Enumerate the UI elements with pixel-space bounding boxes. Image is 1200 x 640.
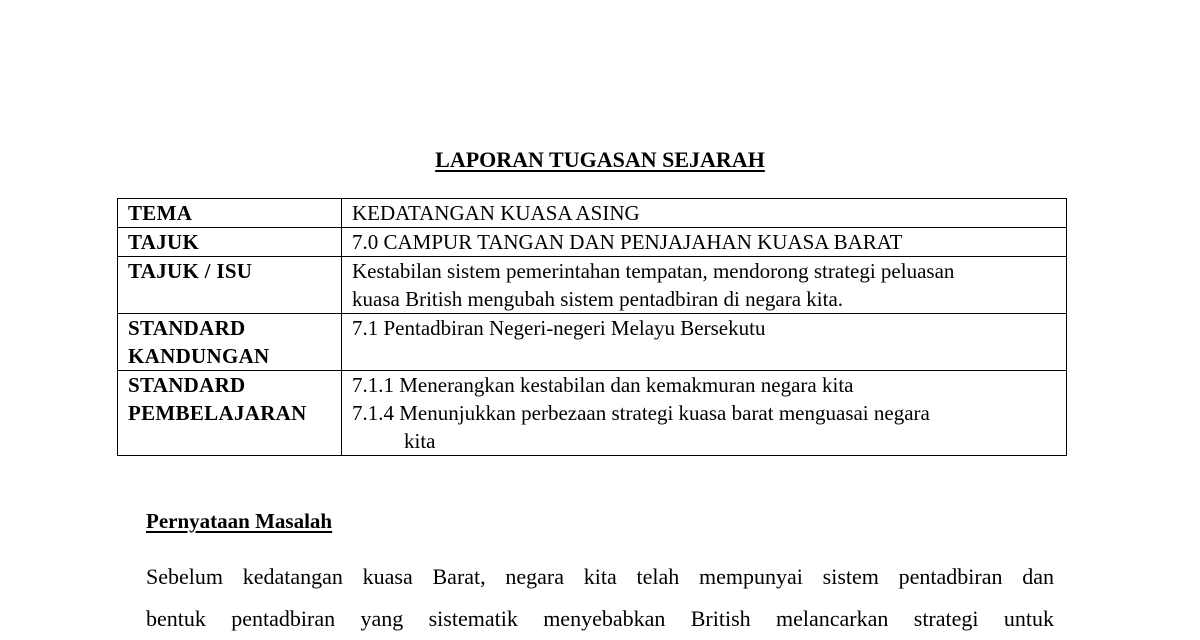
row-label: TAJUK xyxy=(118,228,342,257)
row-label-line: PEMBELAJARAN xyxy=(128,401,307,425)
row-value xyxy=(342,257,1067,314)
paragraph-line: Sebelum kedatangan kuasa Barat, negara kita telah mempunyai sistem pentadbiran dan xyxy=(146,564,1054,589)
row-label: TAJUK / ISU xyxy=(118,257,342,314)
row-value-line: kuasa British mengubah sistem pentadbiran di negara kita. xyxy=(352,287,844,311)
table-row-standard-kandungan xyxy=(118,314,1067,371)
table-row-tajuk-isu xyxy=(118,257,1067,314)
row-label xyxy=(118,314,342,371)
table-row-tema xyxy=(118,199,1067,228)
page-title: LAPORAN TUGASAN SEJARAH xyxy=(435,147,765,172)
table-row-tajuk xyxy=(118,228,1067,257)
row-value: KEDATANGAN KUASA ASING xyxy=(342,199,1067,228)
row-label-line: KANDUNGAN xyxy=(128,344,270,368)
row-value: 7.0 CAMPUR TANGAN DAN PENJAJAHAN KUASA BARAT xyxy=(342,228,1067,257)
row-value-line: 7.1.4 Menunjukkan perbezaan strategi kuasa barat menguasai negara xyxy=(352,401,930,425)
row-value: 7.1 Pentadbiran Negeri-negeri Melayu Bersekutu xyxy=(342,314,1067,371)
row-value-line: Kestabilan sistem pemerintahan tempatan, mendorong strategi peluasan xyxy=(352,259,955,283)
paragraph-line: bentuk pentadbiran yang sistematik menyebabkan British melancarkan strategi untuk xyxy=(146,606,1054,631)
row-label-line: STANDARD xyxy=(128,316,246,340)
row-label xyxy=(118,371,342,456)
table-row-standard-pembelajaran xyxy=(118,371,1067,456)
row-value xyxy=(342,371,1067,456)
row-label: TEMA xyxy=(118,199,342,228)
row-label-line: STANDARD xyxy=(128,373,246,397)
info-table xyxy=(117,198,1067,456)
section-paragraph xyxy=(146,556,1054,640)
row-value-line: kita xyxy=(404,429,436,453)
row-value-line: 7.1.1 Menerangkan kestabilan dan kemakmuran negara kita xyxy=(352,373,854,397)
section-heading: Pernyataan Masalah xyxy=(146,509,333,533)
